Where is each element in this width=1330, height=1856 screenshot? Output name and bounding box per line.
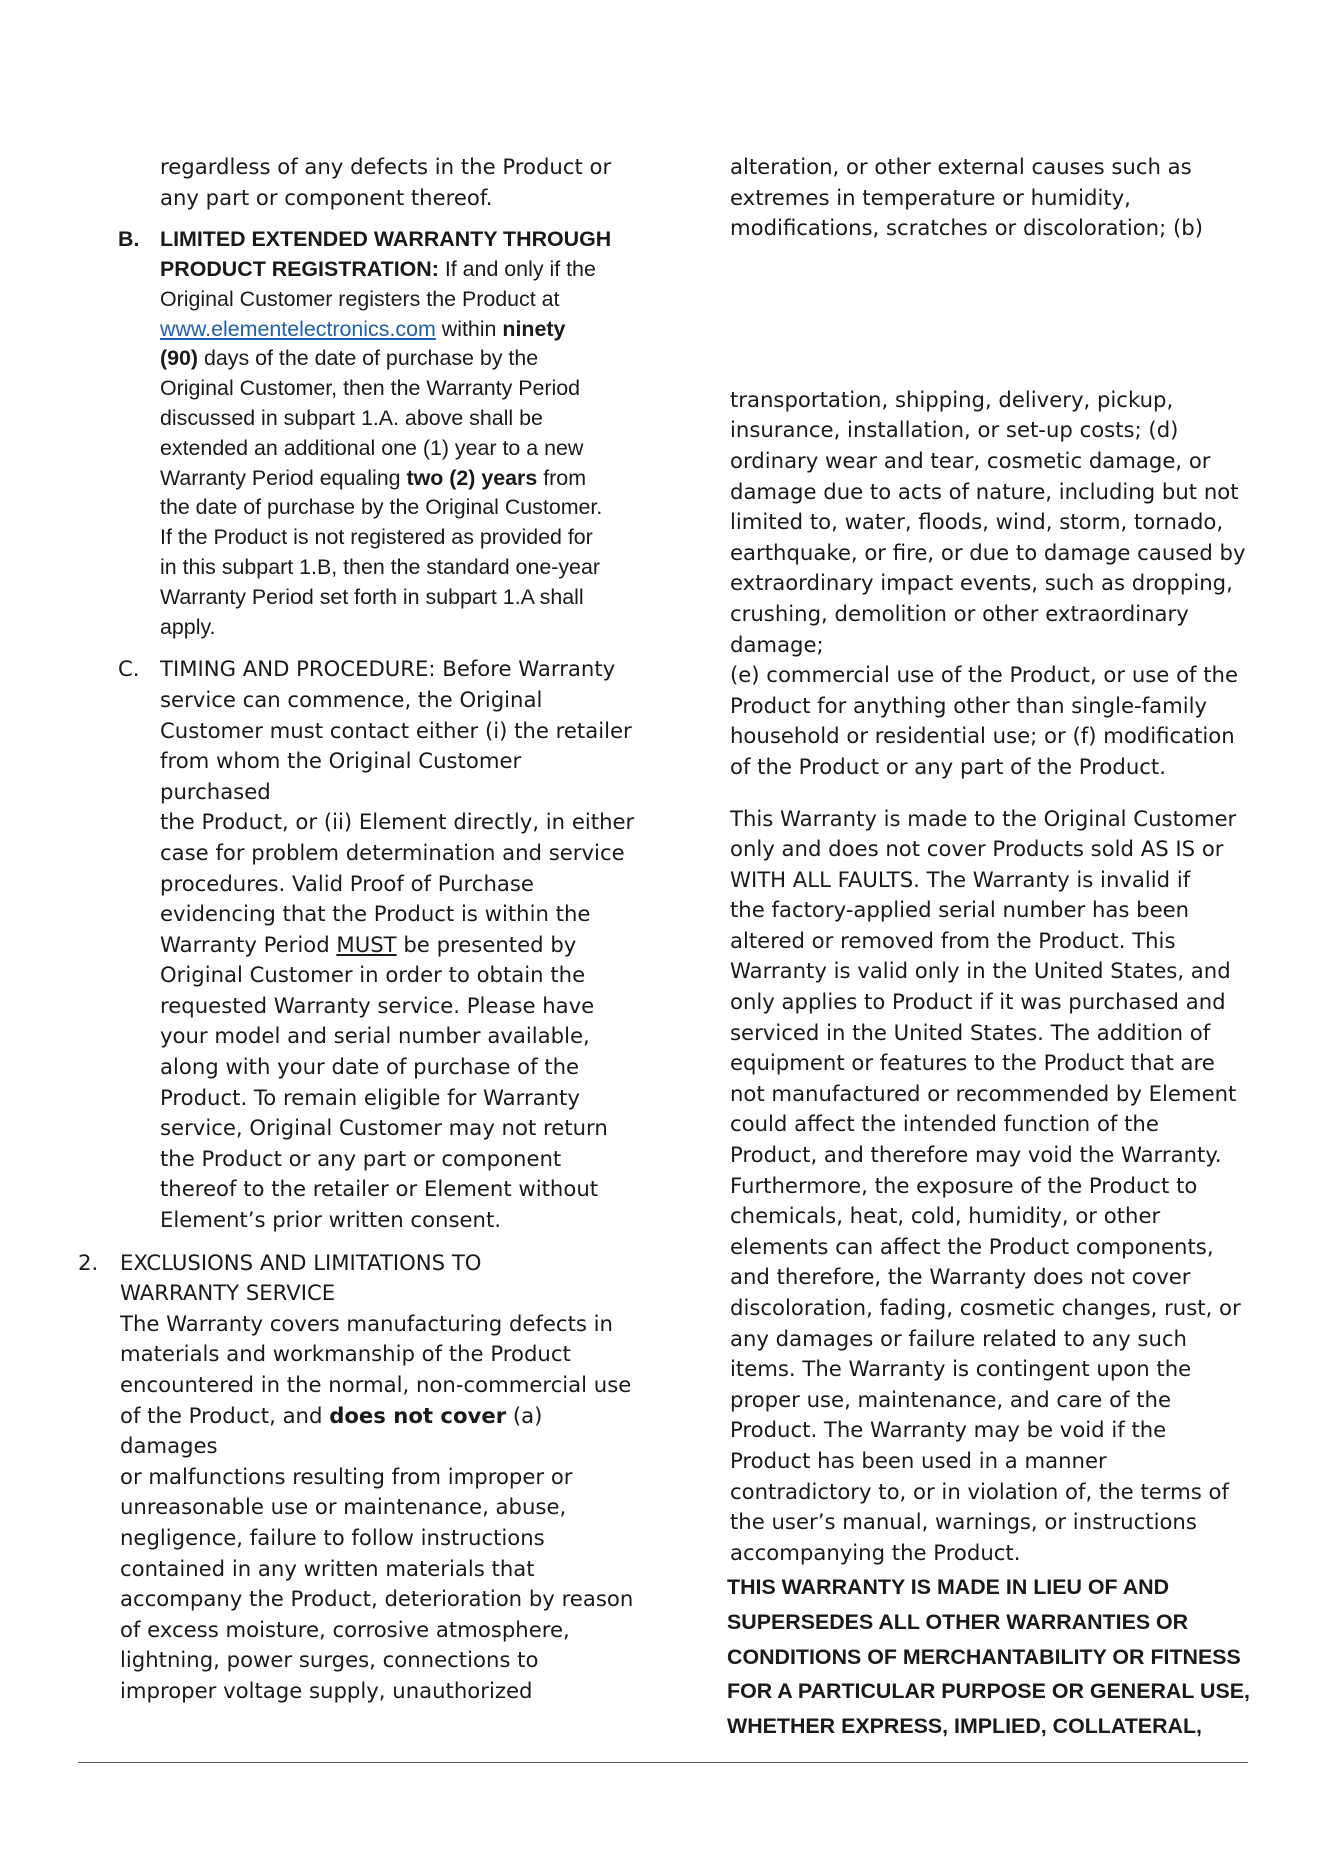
section-heading: LIMITED EXTENDED WARRANTY THROUGH <box>160 227 612 252</box>
text-line: ordinary wear and tear, cosmetic damage, or <box>730 447 1211 473</box>
text-line: WITH ALL FAULTS. The Warranty is invalid if <box>730 866 1191 892</box>
section-marker: 2. <box>78 1249 99 1275</box>
text-line: chemicals, heat, cold, humidity, or other <box>730 1203 1161 1229</box>
text-line: Warranty is valid only in the United States, and <box>730 958 1231 984</box>
text-line: Furthermore, the exposure of the Product to <box>730 1172 1198 1198</box>
text-line: accompany the Product, deterioration by reason <box>120 1586 634 1612</box>
text-span: If and only if the <box>438 256 596 281</box>
text-line: service, Original Customer may not return <box>160 1115 608 1141</box>
text-line: alteration, or other external causes such as <box>730 154 1192 179</box>
text-line: the Product, or (ii) Element directly, in either <box>160 809 635 835</box>
text-span: (a) damages <box>120 1402 543 1459</box>
text-line: Original Customer, then the Warranty Period <box>160 376 581 401</box>
disclaimer-caps <box>727 1570 1250 1743</box>
text-line: encountered in the normal, non-commercial use <box>120 1372 632 1397</box>
exclusions-continued <box>730 385 1250 783</box>
text-line: in this subpart 1.B, then the standard one-year <box>160 554 600 579</box>
text-line: could affect the intended function of the <box>730 1111 1159 1137</box>
text-line: of the Product or any part of the Product. <box>730 753 1166 779</box>
text-span: of the Product, and <box>120 1402 330 1428</box>
emphasis-text: does not cover <box>329 1402 507 1428</box>
text-line: Customer must contact either (i) the retailer <box>160 717 632 743</box>
text-line: limited to, water, floods, wind, storm, tornado, <box>730 509 1224 535</box>
text-line: accompanying the Product. <box>730 1539 1021 1565</box>
text-line: improper voltage supply, unauthorized <box>120 1677 533 1703</box>
text-line: of excess moisture, corrosive atmosphere, <box>120 1616 570 1642</box>
text-line: Warranty Period set forth in subpart 1.A shall <box>160 584 584 609</box>
text-line: items. The Warranty is contingent upon the <box>730 1356 1192 1382</box>
text-line: not manufactured or recommended by Element <box>730 1080 1237 1106</box>
text-line: extremes in temperature or humidity, <box>730 184 1131 210</box>
text-line: (e) commercial use of the Product, or use of the <box>730 662 1239 688</box>
section-heading: EXCLUSIONS AND LIMITATIONS TO <box>120 1249 482 1275</box>
text-line: THIS WARRANTY IS MADE IN LIEU OF AND <box>727 1575 1170 1600</box>
text-line: altered or removed from the Product. This <box>730 927 1176 953</box>
text-line: Product. To remain eligible for Warranty <box>160 1084 580 1110</box>
text-line: regardless of any defects in the Product or <box>160 154 612 179</box>
text-line: extraordinary impact events, such as dropping, <box>730 570 1233 596</box>
text-line: the date of purchase by the Original Customer. <box>160 495 603 520</box>
registration-link[interactable]: www.elementelectronics.com <box>160 316 436 341</box>
text-line: lightning, power surges, connections to <box>120 1647 539 1673</box>
text-line: proper use, maintenance, and care of the <box>730 1386 1172 1412</box>
text-span: within <box>435 316 503 341</box>
text-line: only and does not cover Products sold AS IS or <box>730 836 1224 862</box>
text-line: The Warranty covers manufacturing defects in <box>120 1310 613 1336</box>
text-span: be presented by <box>396 931 577 957</box>
text-line: service can commence, the Original <box>160 686 543 712</box>
left-column <box>78 152 638 1707</box>
text-span: Before Warranty <box>435 656 616 682</box>
text-line: apply. <box>160 614 216 639</box>
bold-text: (90) <box>160 346 199 371</box>
text-line: FOR A PARTICULAR PURPOSE OR GENERAL USE, <box>727 1679 1250 1704</box>
text-line: the factory-applied serial number has been <box>730 897 1190 923</box>
section-2 <box>78 1248 638 1707</box>
underlined-text: MUST <box>336 931 397 957</box>
text-line: any part or component thereof. <box>160 184 493 210</box>
text-line: along with your date of purchase of the <box>160 1054 580 1080</box>
text-line: unreasonable use or maintenance, abuse, <box>120 1494 567 1520</box>
continuation-paragraph <box>78 152 638 213</box>
text-line: modifications, scratches or discoloration; (b) <box>730 215 1203 241</box>
text-line: SUPERSEDES ALL OTHER WARRANTIES OR <box>727 1609 1189 1634</box>
text-span: days of the date of purchase by the <box>198 346 539 371</box>
section-heading: WARRANTY SERVICE <box>120 1280 336 1306</box>
bold-text: two (2) years <box>406 465 538 490</box>
section-marker: C. <box>118 656 140 682</box>
text-line: contradictory to, or in violation of, the terms of <box>730 1478 1229 1504</box>
text-line: only applies to Product if it was purchased and <box>730 989 1226 1015</box>
text-line: household or residential use; or (f) modification <box>730 723 1235 749</box>
text-line: Product. The Warranty may be void if the <box>730 1417 1167 1443</box>
section-b <box>78 225 638 642</box>
text-span: Warranty Period equaling <box>160 465 407 490</box>
text-line: or malfunctions resulting from improper or <box>120 1463 573 1489</box>
text-line: the user’s manual, warnings, or instructions <box>730 1509 1197 1535</box>
text-line: case for problem determination and service <box>160 839 625 865</box>
text-line: extended an additional one (1) year to a new <box>160 435 584 460</box>
right-column <box>727 152 1250 1743</box>
text-line: Product for anything other than single-family <box>730 692 1208 718</box>
text-line: the Product or any part or component <box>160 1145 562 1171</box>
text-line: any damages or failure related to any such <box>730 1325 1187 1351</box>
text-span: Warranty Period <box>160 931 337 957</box>
text-line: evidencing that the Product is within the <box>160 901 591 927</box>
text-line: Original Customer registers the Product at <box>160 286 560 311</box>
text-line: insurance, installation, or set-up costs; (d) <box>730 417 1179 443</box>
text-line: negligence, failure to follow instructions <box>120 1524 545 1550</box>
top-paragraph <box>730 152 1250 244</box>
text-line: Product has been used in a manner <box>730 1447 1107 1473</box>
text-line: procedures. Valid Proof of Purchase <box>160 870 534 896</box>
text-line: Original Customer in order to obtain the <box>160 962 586 988</box>
warranty-paragraph <box>730 804 1250 1569</box>
text-line: discussed in subpart 1.A. above shall be <box>160 405 543 430</box>
text-line: crushing, demolition or other extraordinary <box>730 600 1189 626</box>
text-line: Element’s prior written consent. <box>160 1207 502 1233</box>
text-line: CONDITIONS OF MERCHANTABILITY OR FITNESS <box>727 1644 1241 1669</box>
text-line: thereof to the retailer or Element without <box>160 1176 599 1202</box>
section-marker: B. <box>118 227 140 252</box>
footer-divider <box>78 1762 1248 1763</box>
text-line: This Warranty is made to the Original Customer <box>730 805 1237 831</box>
text-line: discoloration, fading, cosmetic changes, rust, or <box>730 1295 1241 1320</box>
text-line: and therefore, the Warranty does not cover <box>730 1264 1191 1290</box>
bold-text: ninety <box>502 316 566 341</box>
text-line: requested Warranty service. Please have <box>160 992 595 1018</box>
text-line: contained in any written materials that <box>120 1555 535 1581</box>
text-line: equipment or features to the Product that are <box>730 1050 1215 1076</box>
text-line: from whom the Original Customer purchased <box>160 748 522 804</box>
text-line: damage; <box>730 631 824 657</box>
text-line: Product, and therefore may void the Warranty. <box>730 1142 1222 1168</box>
section-heading: TIMING AND PROCEDURE: <box>160 656 436 682</box>
text-line: earthquake, or fire, or due to damage caused by <box>730 539 1246 565</box>
section-c <box>78 654 638 1235</box>
text-line: materials and workmanship of the Product <box>120 1341 571 1367</box>
text-line: serviced in the United States. The addition of <box>730 1019 1211 1045</box>
text-line: elements can affect the Product components, <box>730 1233 1214 1259</box>
text-span: from <box>537 465 587 490</box>
text-line: your model and serial number available, <box>160 1023 590 1049</box>
section-heading: PRODUCT REGISTRATION: <box>160 256 439 281</box>
text-line: damage due to acts of nature, including but not <box>730 478 1239 504</box>
text-line: transportation, shipping, delivery, pickup, <box>730 386 1174 412</box>
text-line: WHETHER EXPRESS, IMPLIED, COLLATERAL, <box>727 1713 1202 1738</box>
text-line: If the Product is not registered as provided for <box>160 525 593 550</box>
